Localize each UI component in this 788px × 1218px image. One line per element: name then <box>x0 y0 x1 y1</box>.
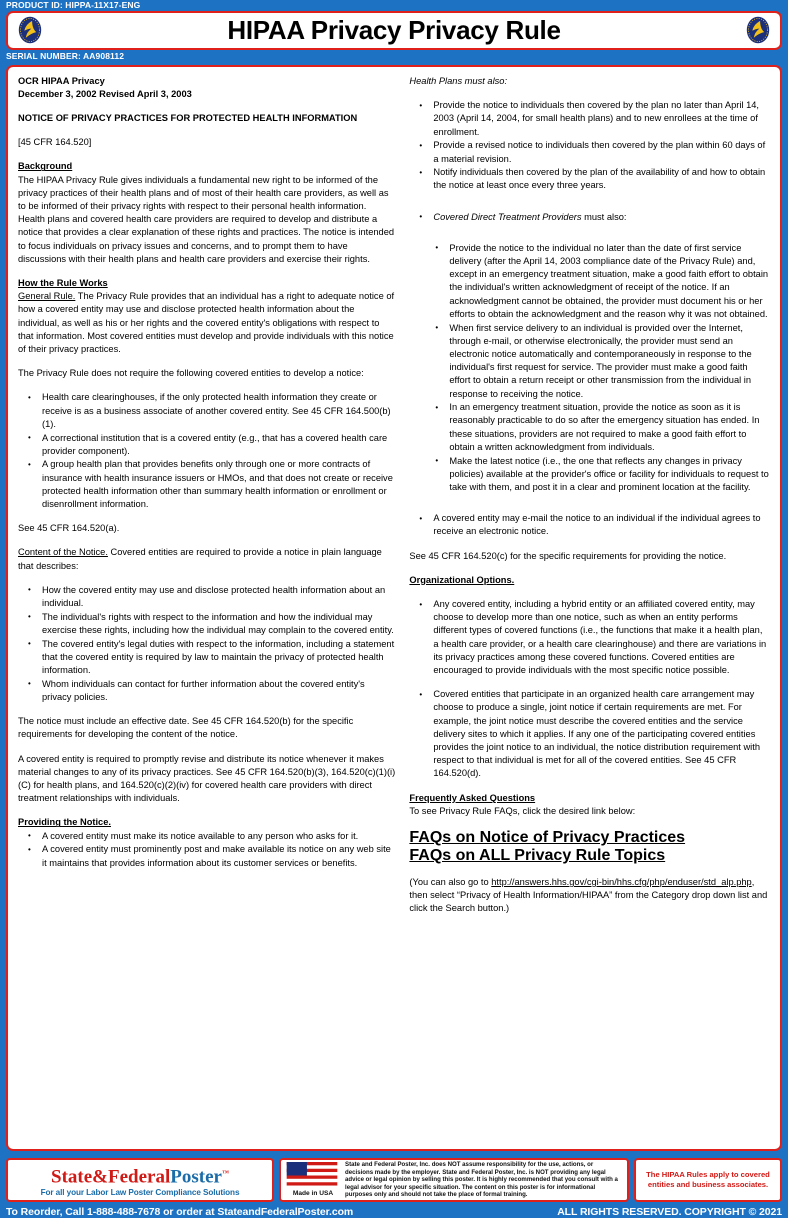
providers-heading-list <box>409 211 770 224</box>
hipaa-rules-note-box <box>634 1158 782 1202</box>
effective-date-para: The notice must include an effective date. See 45 CFR 164.520(b) for the specific requirements for developing the content of the notice. <box>18 716 354 740</box>
brand-tagline: For all your Labor Law Poster Compliance Solutions <box>40 1187 240 1197</box>
footer <box>0 1155 788 1218</box>
hhs-answers-url[interactable]: http://answers.hhs.gov/cgi-bin/hhs.cfg/php/enduser/std_alp.php <box>491 877 752 888</box>
organizational-options-heading: Organizational Options. <box>409 574 515 585</box>
list-item: • The covered entity's legal duties with respect to the information, including a statement that the covered entity is required by law to maintain the privacy of protected health information. <box>18 638 395 678</box>
background-heading: Background <box>18 161 73 172</box>
providers-heading <box>409 211 770 224</box>
faq-note <box>409 876 770 916</box>
made-in-usa-label: Made in USA <box>292 1190 334 1197</box>
background-body: The HIPAA Privacy Rule gives individuals a fundamental new right to be informed of the privacy practices of their health plans and of most of their health care providers, as well as to be informed of their privacy rights with respect to their personal health information. Health plans and covered health care providers are required to develop and distribute a notice that provides a clear explanation of these rights and practices. The notice is intended to focus individuals on privacy issues and concerns, and to prompt them to have discussions with their health plans and health care providers and exercise their rights. <box>18 174 395 264</box>
list-item: • Notify individuals then covered by the plan of the availability of and how to obtain the notice at least once every three years. <box>409 166 770 192</box>
list-item: • Provide the notice to the individual no later than the date of first service delivery (after the April 14, 2003 compliance date of the Privacy Rule) and, except in an emergency treatment situation, make a good faith effort to obtain the individual's written acknowledgment of receipt of the notice. If an acknowledgment cannot be obtained, the provider must document his or her efforts to obtain the acknowledgment and the reason why it was not obtained. <box>409 242 770 321</box>
brand-poster: Poster <box>170 1166 222 1188</box>
faq-note-post: , then select “Privacy of Health Information/HIPAA” from the Category drop down list and click the Search button.) <box>409 877 768 914</box>
list-item: • Covered entities that participate in an organized health care arrangement may choose to produce a single, joint notice if certain requirements are met. For example, the joint notice must describe the covered entities and the service delivery sites to which it applies. If any one of the participating covered entities provides the joint notice to an individual, the notice distribution requirement with respect to that individual is met for all of the covered entities. See 45 CFR 164.520(d). <box>409 688 770 780</box>
left-column <box>18 75 395 1145</box>
email-notice-list <box>409 512 770 538</box>
hhs-seal-icon-right <box>744 16 772 44</box>
footer-boxes <box>6 1158 782 1202</box>
faq-note-pre: (You can also go to <box>409 877 492 888</box>
content-of-notice-label: Content of the Notice. <box>18 547 108 558</box>
providers-list <box>409 242 770 494</box>
content-of-notice-list <box>18 584 395 704</box>
disclaimer-box <box>279 1158 629 1202</box>
brand-wordmark <box>51 1163 229 1187</box>
document-title: NOTICE OF PRIVACY PRACTICES FOR PROTECTED HEALTH INFORMATION <box>18 113 358 123</box>
not-require-list <box>18 391 395 511</box>
brand-trademark: ™ <box>221 1169 229 1178</box>
copyright-line: ALL RIGHTS RESERVED. COPYRIGHT © 2021 <box>557 1206 782 1218</box>
usa-flag-icon <box>285 1162 339 1189</box>
list-item: • Make the latest notice (i.e., the one that reflects any changes in privacy policies) available at the provider's office or facility for individuals to request to take with them, and post it in a clear and prominent location at the facility. <box>409 455 770 495</box>
see-45cfr-520c: See 45 CFR 164.520(c) for the specific requirements for providing the notice. <box>409 550 727 561</box>
revise-distribute-para: A covered entity is required to promptly revise and distribute its notice whenever it makes material changes to any of its privacy practices. See 45 CFR 164.520(b)(3), 164.520(c)(1)(i)(C) for health plans, and 164.520(c)(2)(iv) for covered health care providers with direct treatment relationships with individuals. <box>18 753 396 804</box>
list-item: • How the covered entity may use and disclose protected health information about an individual. <box>18 584 395 610</box>
title-bar <box>6 11 782 50</box>
list-item: • A covered entity may e-mail the notice to an individual if the individual agrees to receive an electronic notice. <box>409 512 770 538</box>
faq-link-all-privacy-rule-topics[interactable]: FAQs on ALL Privacy Rule Topics <box>409 847 666 865</box>
content-of-notice-body: Covered entities are required to provide a notice in plain language that describes: <box>18 547 382 571</box>
list-item: • Provide a revised notice to individuals then covered by the plan within 60 days of a material revision. <box>409 139 770 165</box>
general-rule-body: The Privacy Rule provides that an individual has a right to adequate notice of how a covered entity may use and disclose protected health information about the individual, as well as his or her rights and the covered entity's obligations with respect to that information. Most covered entities must develop and provide individuals with this notice of their privacy practices. <box>18 291 395 355</box>
right-column <box>409 75 770 1145</box>
health-plans-heading: Health Plans must also: <box>409 76 508 86</box>
list-item: • A correctional institution that is a covered entity (e.g., that has a covered health care provider component). <box>18 432 395 458</box>
flag-block <box>285 1162 341 1198</box>
see-45cfr-520a: See 45 CFR 164.520(a). <box>18 523 120 534</box>
list-item: • Health care clearinghouses, if the only protected health information they create or receive is as a business associate of another covered entity. See 45 CFR 164.500(b)(1). <box>18 391 395 431</box>
faq-link-notice-of-privacy-practices[interactable]: FAQs on Notice of Privacy Practices <box>409 829 686 847</box>
health-plans-list <box>409 99 770 192</box>
serial-number-strip: SERIAL NUMBER: AA908112 <box>6 51 125 61</box>
brand-logo-box <box>6 1158 274 1202</box>
list-item: • Any covered entity, including a hybrid entity or an affiliated covered entity, may choose to develop more than one notice, such as when an entity performs different types of covered functions (i.e., the functions that make it a health plan, a health care provider, or a health care clearinghouse) and there are variations in its privacy practices among these covered functions. Covered entities are encouraged to provide individuals with the most specific notice possible. <box>409 598 770 677</box>
brand-amp: & <box>92 1166 108 1188</box>
organizational-options-list <box>409 598 770 781</box>
list-item: • A covered entity must prominently post and make available its notice on any web site it maintains that provides information about its customer services or benefits. <box>18 843 395 869</box>
providing-notice-list <box>18 830 395 870</box>
general-rule-para <box>18 290 395 356</box>
list-item: • The individual's rights with respect to the information and how the individual may exercise these rights, including how the individual may complain to the covered entity. <box>18 611 395 637</box>
list-item: • A group health plan that provides benefits only through one or more contracts of insurance with health insurance issuers or HMOs, and that does not create or receive protected health information other than summary health information or enrollment or disenrollment information. <box>18 458 395 511</box>
list-item: • A covered entity must make its notice available to any person who asks for it. <box>18 830 395 843</box>
general-rule-label: General Rule. <box>18 291 76 302</box>
hipaa-rules-note: The HIPAA Rules apply to covered entities and business associates. <box>646 1170 770 1189</box>
product-id-strip: PRODUCT ID: HIPPA-11X17-ENG <box>6 0 141 10</box>
agency-line: OCR HIPAA Privacy <box>18 76 105 86</box>
faq-intro: To see Privacy Rule FAQs, click the desired link below: <box>409 805 636 816</box>
faq-heading: Frequently Asked Questions <box>409 792 536 803</box>
reorder-line: To Reorder, Call 1-888-488-7678 or order at StateandFederalPoster.com <box>6 1206 354 1218</box>
content-panel <box>6 65 782 1151</box>
hhs-seal-icon <box>16 16 44 44</box>
brand-federal: Federal <box>108 1166 171 1188</box>
providers-heading-italic: Covered Direct Treatment Providers <box>433 211 582 222</box>
not-require-intro: The Privacy Rule does not require the following covered entities to develop a notice: <box>18 368 364 379</box>
list-item: • When first service delivery to an individual is provided over the Internet, through e-mail, or otherwise electronically, the provider must send an electronic notice automatically and contemporaneously in response to the individual's first request for service. The provider must make a good faith effort to obtain a return receipt or other transmission from the individual in response to receiving the notice. <box>409 322 770 401</box>
content-of-notice-para <box>18 546 395 572</box>
providing-notice-heading: Providing the Notice. <box>18 817 111 828</box>
date-line: December 3, 2002 Revised April 3, 2003 <box>18 89 192 99</box>
disclaimer-text: State and Federal Poster, Inc. does NOT assume responsibility for the use, actions, or decisions made by the employer. State and Federal Poster, Inc. is NOT providing any legal advice or legal opinion by selling this poster. It is highly recommended that you consult with a legal advisor for your specific situation. The content on this poster is for informational purposes only and should not take the place of formal training. <box>345 1161 618 1199</box>
brand-state: State <box>51 1166 93 1188</box>
citation: [45 CFR 164.520] <box>18 137 92 148</box>
list-item: • Provide the notice to individuals then covered by the plan no later than April 14, 2003 (April 14, 2004, for small health plans) and to new enrollees at the time of enrollment. <box>409 99 770 139</box>
providers-heading-rest: must also: <box>581 211 627 222</box>
page-title: HIPAA Privacy Privacy Rule <box>227 15 561 45</box>
list-item: • In an emergency treatment situation, provide the notice as soon as it is reasonably practicable to do so after the emergency situation has ended. In these situations, providers are not required to make a good faith effort to obtain a written acknowledgment from individuals. <box>409 401 770 454</box>
list-item: • Whom individuals can contact for further information about the covered entity's privacy policies. <box>18 678 395 704</box>
how-rule-works-heading: How the Rule Works <box>18 278 108 289</box>
